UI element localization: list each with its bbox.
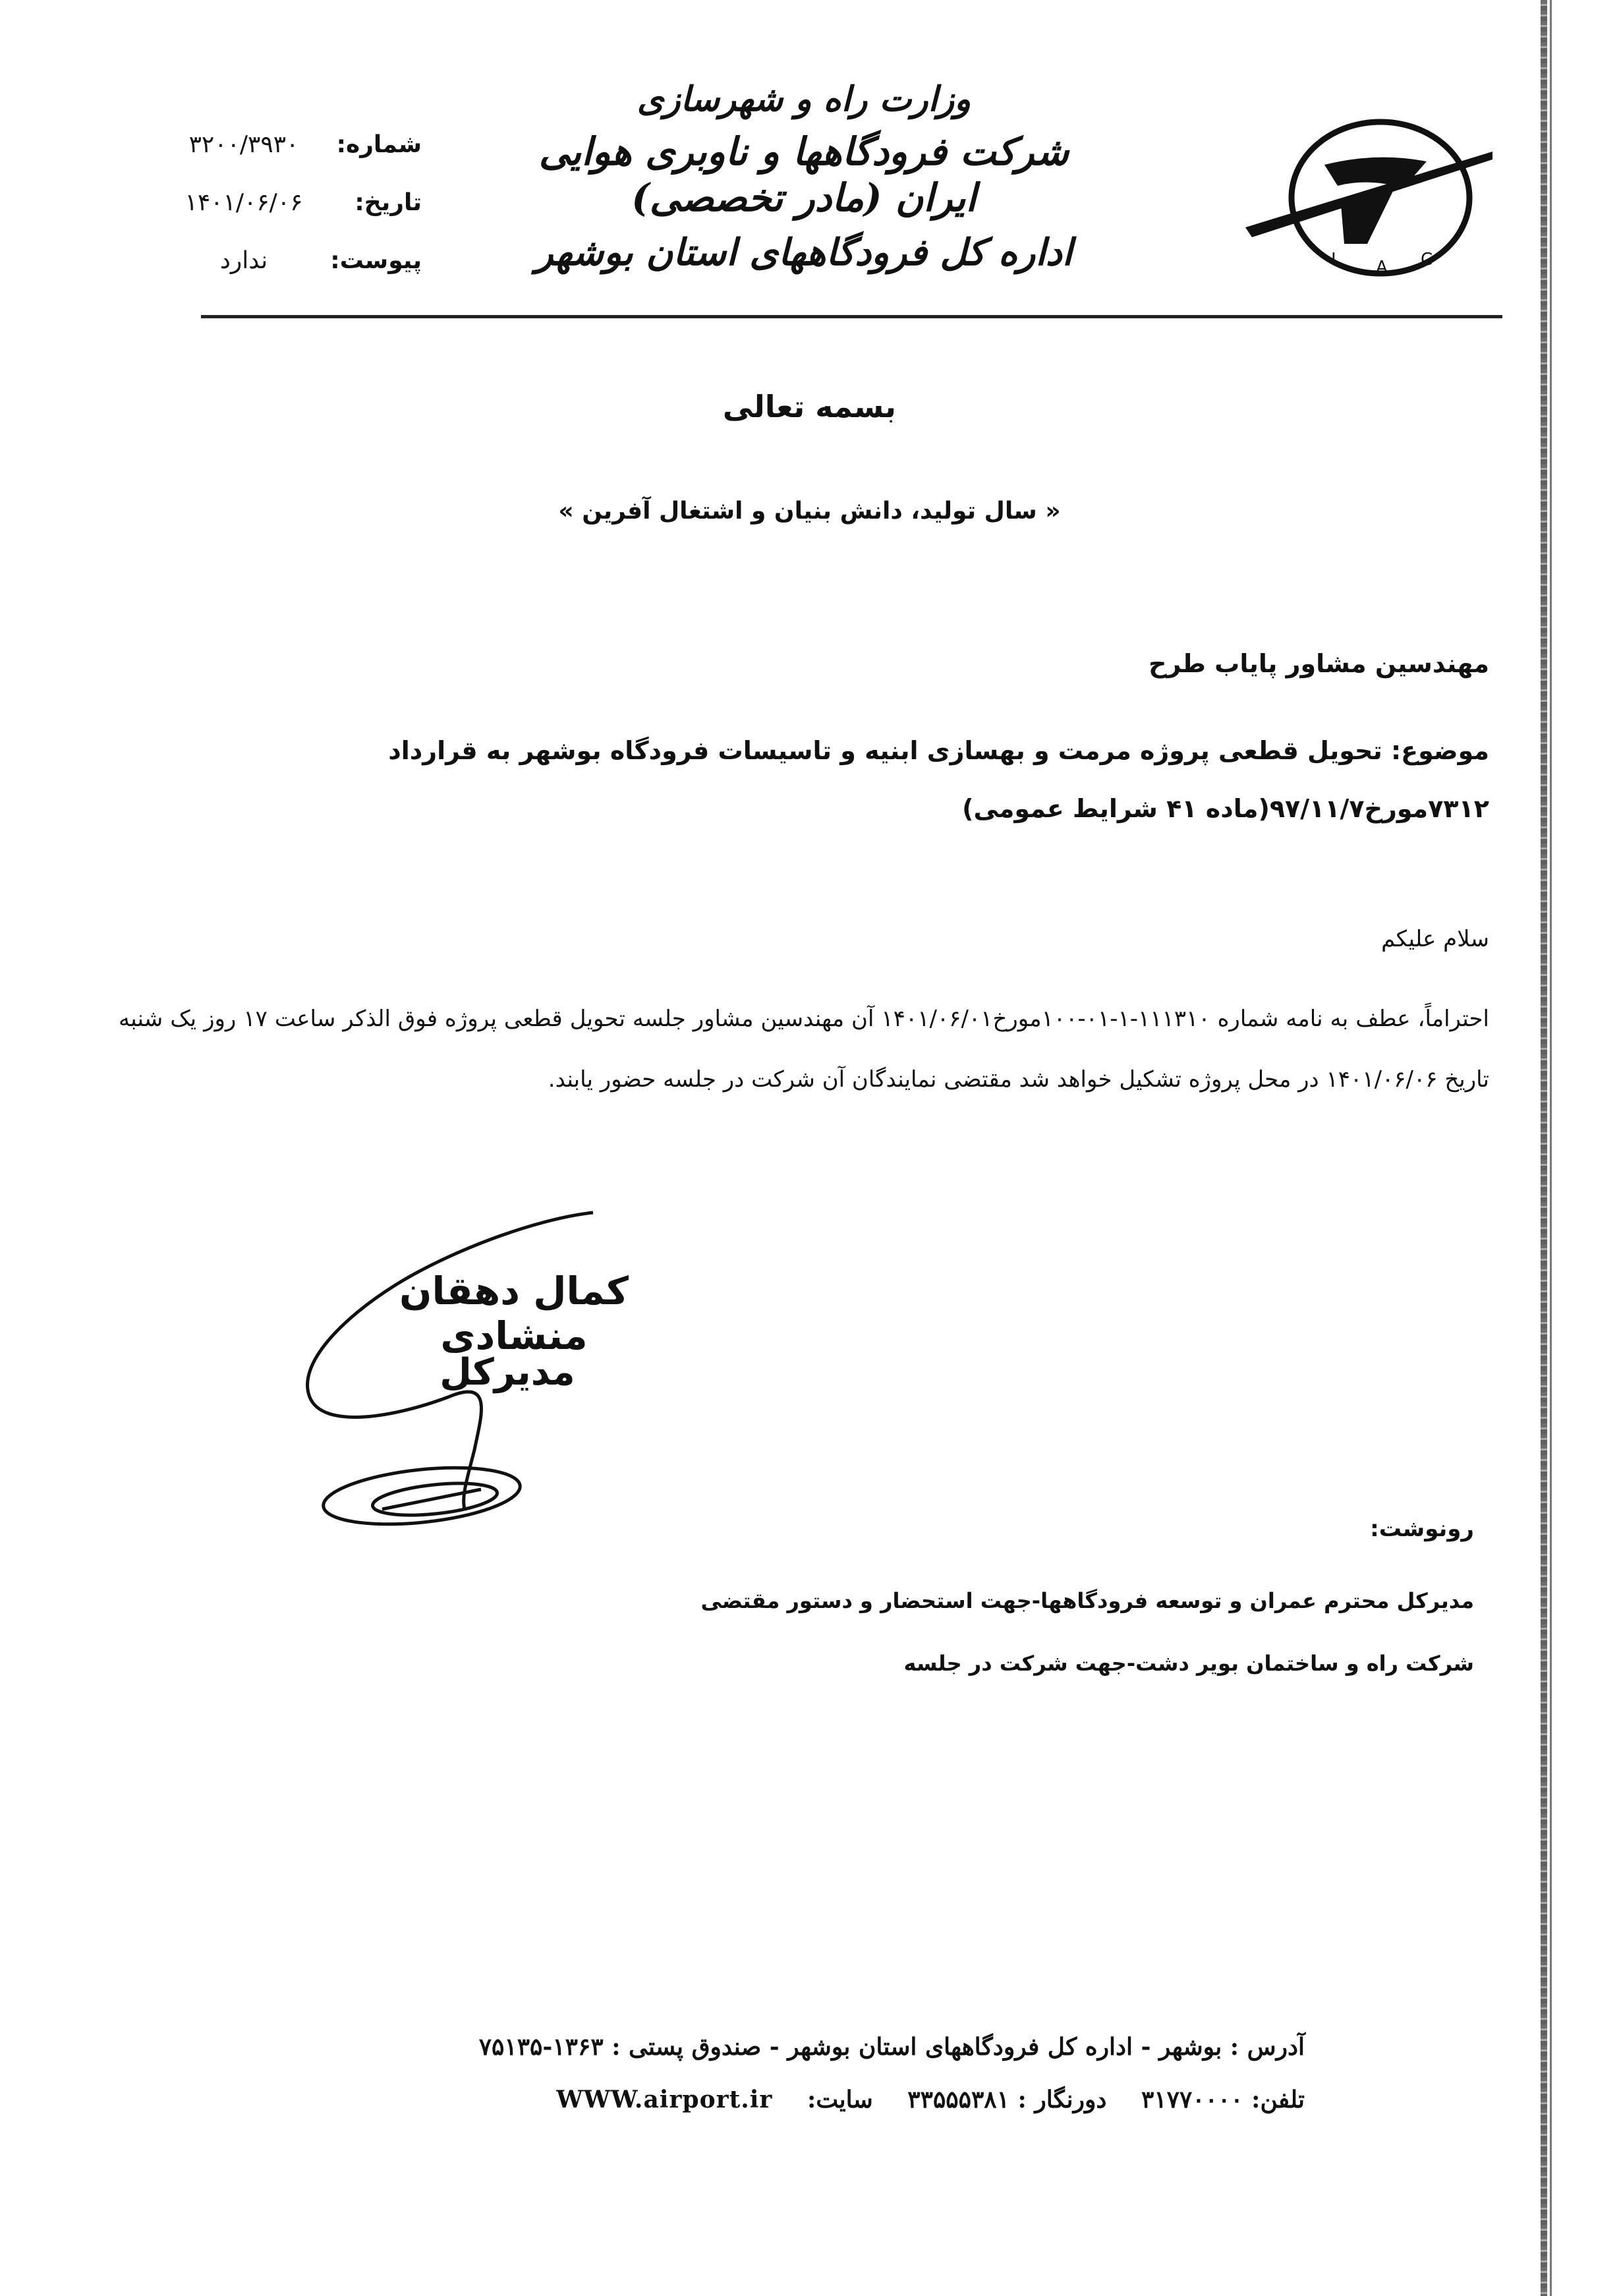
signer-name: کمال دهقان منشادی [399, 1269, 629, 1358]
footer-address: آدرس : بوشهر - اداره کل فرودگاههای استان بوشهر - صندوق پستی : ۱۳۶۳-۷۵۱۳۵ [478, 2033, 1305, 2061]
svg-text:C: C [1421, 250, 1433, 270]
letter-meta [145, 115, 422, 289]
number-value: ۳۲۰۰/۳۹۳۰ [188, 130, 299, 158]
footer-contact [409, 2086, 1305, 2113]
footer-phone: تلفن: ۳۱۷۷۰۰۰۰ [1141, 2086, 1305, 2113]
meta-number-row [145, 115, 422, 173]
subject-line: موضوع: تحویل قطعی پروژه مرمت و بهسازی ابنیه و تاسیسات فرودگاه بوشهر به قرارداد ۷۳۱۲مورخ۹۷/۱۱/۷(ماده ۴۱ شرایط عمومی) [388, 736, 1489, 823]
header-divider [201, 315, 1502, 318]
attachment-value: ندارد [219, 246, 268, 274]
footer-website-link[interactable]: WWW.airport.ir [556, 2086, 773, 2113]
department-name: اداره کل فرودگاههای استان بوشهر [535, 230, 1073, 274]
svg-text:I: I [1331, 250, 1336, 270]
attachment-label: پیوست: [330, 246, 422, 274]
date-value: ۱۴۰۱/۰۶/۰۶ [185, 188, 303, 216]
signer-title: مدیرکل [440, 1351, 575, 1394]
scan-edge-border [1541, 0, 1547, 2296]
year-motto: « سال تولید، دانش بنیان و اشتغال آفرین » [558, 498, 1061, 525]
cc-label: رونوشت: [1370, 1516, 1474, 1542]
organization-header [514, 79, 1094, 275]
scan-edge-line [1550, 0, 1552, 2296]
airport-company-logo [1226, 112, 1509, 297]
cc-item: مدیرکل محترم عمران و توسعه فرودگاهها-جهت استحضار و دستور مقتضی [700, 1588, 1474, 1613]
footer-site-label: سایت: [807, 2086, 873, 2113]
bismillah-heading: بسمه تعالی [722, 389, 897, 424]
letter-body: احتراماً، عطف به نامه شماره ۱۱۱۳۱۰-۱-۰۱-۱۰۰مورخ۱۴۰۱/۰۶/۰۱ آن مهندسین مشاور جلسه تحویل قطعی پروژه فوق الذکر ساعت ۱۷ روز یک شنبه تاریخ ۱۴۰۱/۰۶/۰۶ در محل پروژه تشکیل خواهد شد مقتضی نمایندگان آن شرکت در جلسه حضور یابند. [119, 1006, 1490, 1093]
svg-text:A: A [1376, 258, 1388, 277]
recipient: مهندسین مشاور پایاب طرح [1149, 649, 1489, 678]
meta-date-row [145, 173, 422, 231]
date-label: تاریخ: [355, 188, 422, 216]
meta-attachment-row [145, 231, 422, 289]
cc-item: شرکت راه و ساختمان بویر دشت-جهت شرکت در جلسه [903, 1651, 1474, 1676]
number-label: شماره: [336, 130, 422, 158]
company-name: شرکت فرودگاهها و ناوبری هوایی ایران (مادر تخصصی) [538, 129, 1069, 220]
logo-emblem-icon [1226, 112, 1509, 297]
footer-fax: دورنگار : ۳۳۵۵۵۳۸۱ [907, 2086, 1107, 2113]
ministry-name: وزارت راه و شهرسازی [637, 79, 971, 119]
greeting: سلام علیکم [1381, 926, 1489, 952]
